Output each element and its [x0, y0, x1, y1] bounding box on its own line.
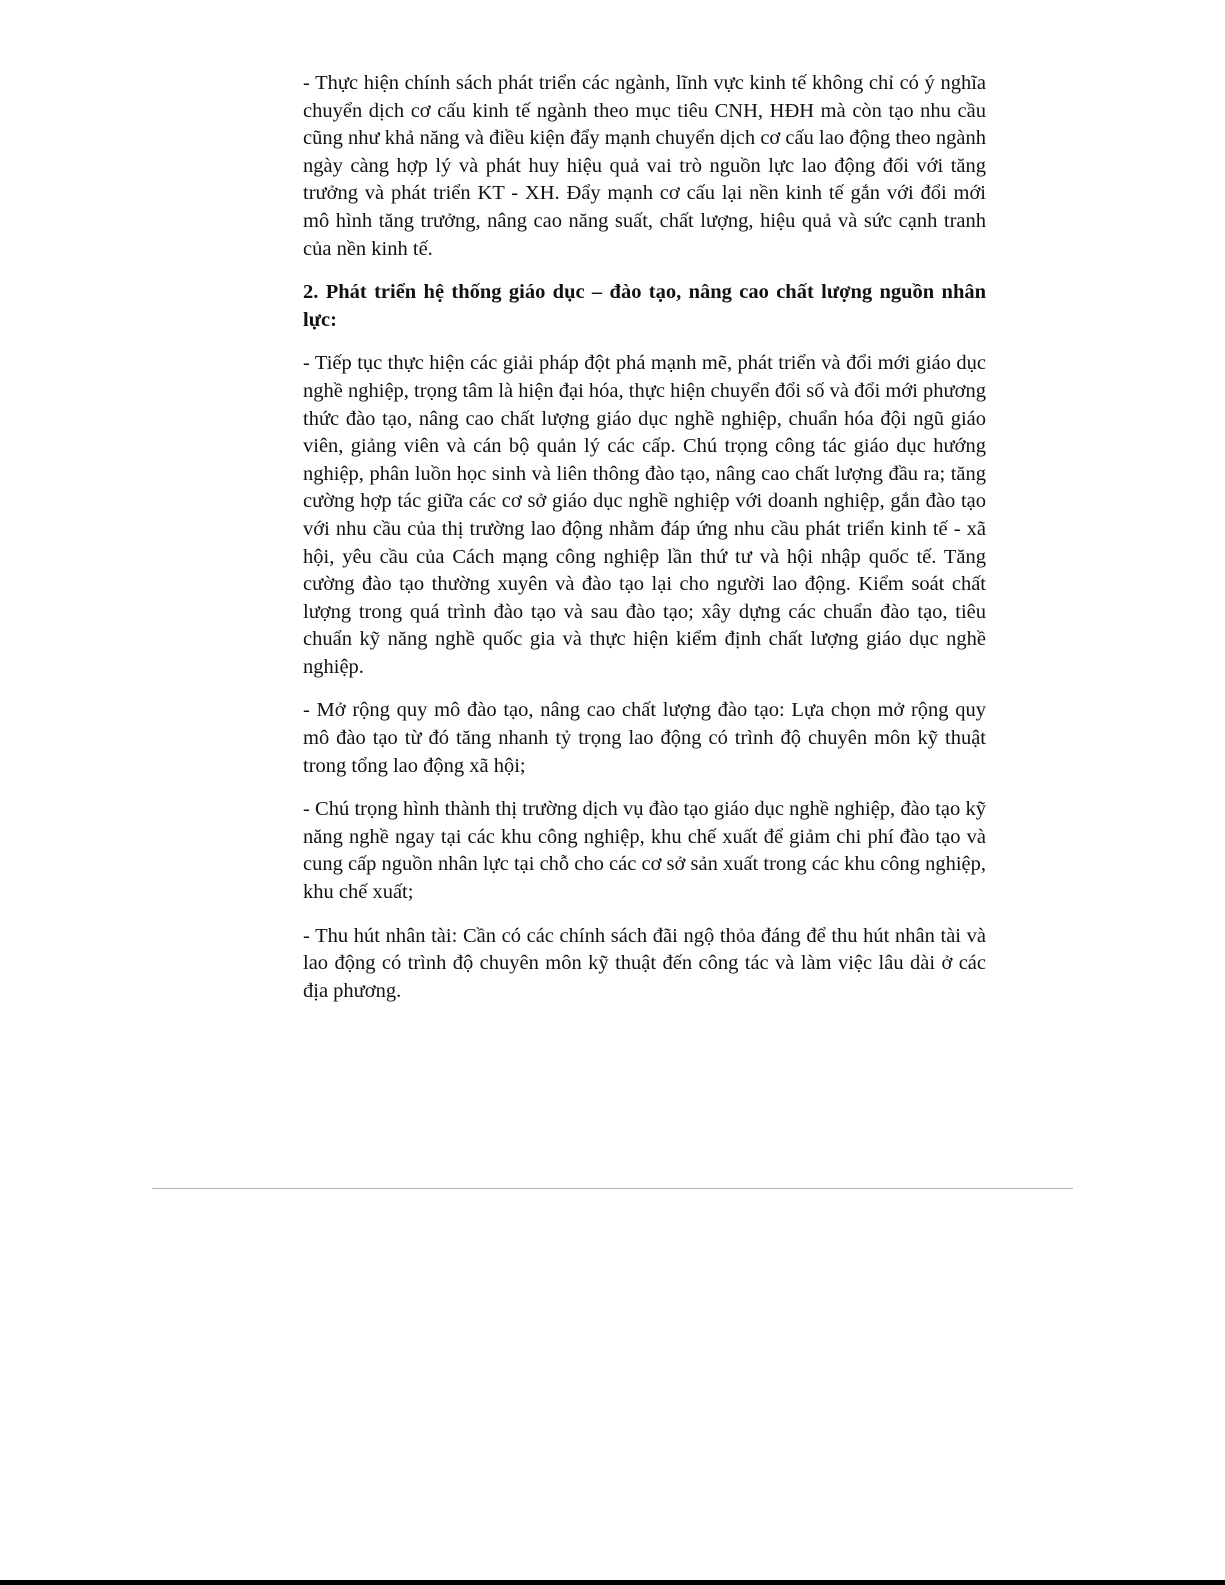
paragraph-training-market: - Chú trọng hình thành thị trường dịch vụ đào tạo giáo dục nghề nghiệp, đào tạo kỹ năng nghề ngay tại các khu công nghiệp, khu chế xuất để giảm chi phí đào tạo và cung cấp nguồn nhân lực tại chỗ cho các cơ sở sản xuất trong các khu công nghiệp, khu chế xuất; [303, 798, 986, 904]
section-heading: 2. Phát triển hệ thống giáo dục – đào tạo, nâng cao chất lượng nguồn nhân lực: [303, 281, 986, 331]
paragraph-training-scale: - Mở rộng quy mô đào tạo, nâng cao chất lượng đào tạo: Lựa chọn mở rộng quy mô đào tạo từ đó tăng nhanh tỷ trọng lao động có trình độ chuyên môn kỹ thuật trong tổng lao động xã hội; [303, 699, 986, 777]
paragraph-talent-attraction: - Thu hút nhân tài: Cần có các chính sách đãi ngộ thỏa đáng để thu hút nhân tài và lao động có trình độ chuyên môn kỹ thuật đến công tác và làm việc lâu dài ở các địa phương. [303, 924, 986, 1002]
paragraph-vocational-education: - Tiếp tục thực hiện các giải pháp đột phá mạnh mẽ, phát triển và đổi mới giáo dục nghề nghiệp, trọng tâm là hiện đại hóa, thực hiện chuyển đổi số và đổi mới phương thức đào tạo, nâng cao chất lượng giáo dục nghề nghiệp, chuẩn hóa đội ngũ giáo viên, giảng viên và cán bộ quản lý các cấp. Chú trọng công tác giáo dục hướng nghiệp, phân luồn học sinh và liên thông đào tạo, nâng cao chất lượng đầu ra; tăng cường hợp tác giữa các cơ sở giáo dục nghề nghiệp với doanh nghiệp, gắn đào tạo với nhu cầu của thị trường lao động nhằm đáp ứng nhu cầu phát triển kinh tế - xã hội, yêu cầu của Cách mạng công nghiệp lần thứ tư và hội nhập quốc tế. Tăng cường đào tạo thường xuyên và đào tạo lại cho người lao động. Kiểm soát chất lượng trong quá trình đào tạo và sau đào tạo; xây dựng các chuẩn đào tạo, tiêu chuẩn kỹ năng nghề quốc gia và thực hiện kiểm định chất lượng giáo dục nghề nghiệp. [303, 352, 986, 678]
document-body [303, 70, 986, 1021]
page-divider [152, 1188, 1073, 1189]
paragraph-sector-policy: - Thực hiện chính sách phát triển các ngành, lĩnh vực kinh tế không chỉ có ý nghĩa chuyển dịch cơ cấu kinh tế ngành theo mục tiêu CNH, HĐH mà còn tạo nhu cầu cũng như khả năng và điều kiện đẩy mạnh chuyển dịch cơ cấu lao động theo ngành ngày càng hợp lý và phát huy hiệu quả vai trò nguồn lực lao động đối với tăng trưởng và phát triển KT - XH. Đẩy mạnh cơ cấu lại nền kinh tế gắn với đổi mới mô hình tăng trưởng, nâng cao năng suất, chất lượng, hiệu quả và sức cạnh tranh của nền kinh tế. [303, 72, 986, 260]
bottom-edge-bar [0, 1580, 1225, 1585]
